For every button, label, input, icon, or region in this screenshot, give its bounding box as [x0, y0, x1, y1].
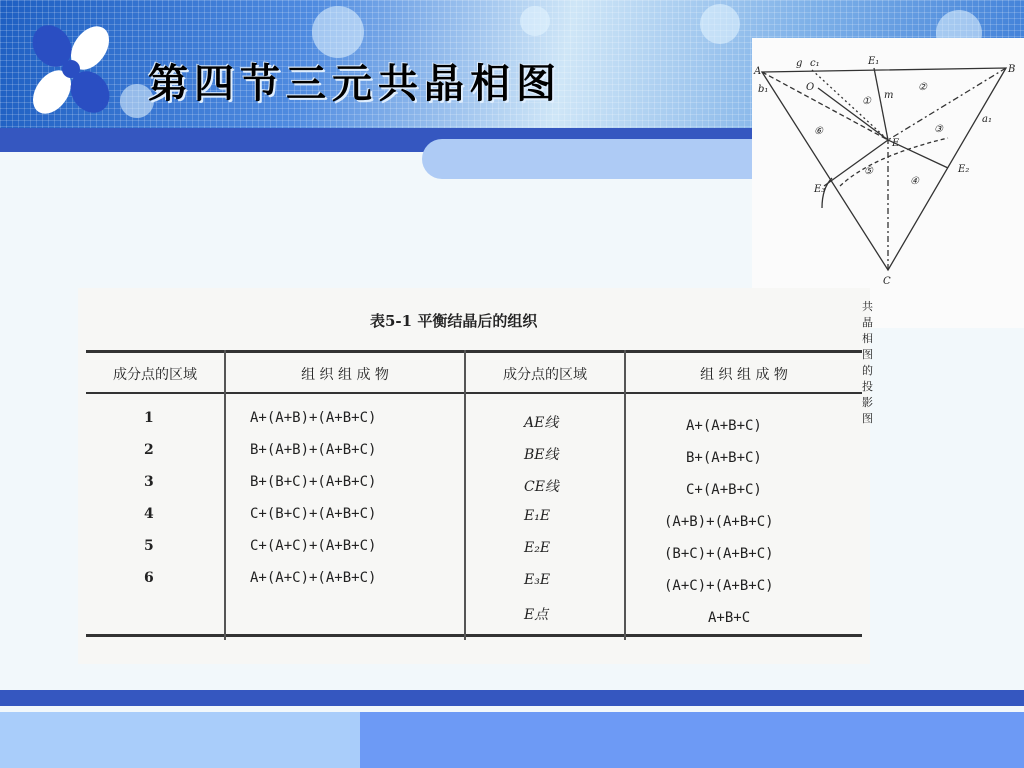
table-cell: BE线: [524, 447, 559, 463]
table-bottom-rule: [86, 634, 862, 637]
svg-text:④: ④: [910, 176, 919, 187]
table-cell: A+B+C: [708, 610, 751, 626]
svg-text:②: ②: [918, 82, 927, 93]
slide-title: 第四节三元共晶相图: [148, 60, 562, 107]
svg-text:③: ③: [934, 124, 943, 135]
svg-text:①: ①: [862, 96, 871, 107]
table-cell: A+(A+B)+(A+B+C): [250, 410, 377, 426]
table-header-rule: [86, 392, 862, 394]
table-cell: C+(A+C)+(A+B+C): [250, 538, 377, 554]
svg-text:B: B: [1008, 64, 1016, 75]
footer-bar: [0, 690, 1024, 706]
diagram-labels: [753, 56, 1015, 287]
decor-bubble: [312, 6, 364, 58]
header-region-2: 成分点的区域: [503, 367, 587, 383]
svg-text:g: g: [796, 58, 803, 69]
table-divider: [224, 350, 226, 640]
table-cell: 3: [144, 474, 154, 490]
table-cell: A+(A+C)+(A+B+C): [250, 570, 377, 586]
svg-text:A: A: [754, 66, 762, 77]
table-cell: CE线: [524, 479, 559, 495]
table-divider: [464, 350, 466, 640]
table-cell: AE线: [524, 415, 559, 431]
table-cell: E₂E: [524, 540, 551, 556]
table-cell: (A+C)+(A+B+C): [664, 578, 774, 594]
table-cell: E点: [524, 607, 549, 623]
decor-bubble: [520, 6, 550, 36]
header-structure-1: 组 织 组 成 物: [301, 367, 389, 383]
phase-diagram-image: [752, 38, 1024, 328]
footer-block-left: [0, 712, 360, 768]
table-cell: 5: [144, 538, 154, 554]
table-divider: [624, 350, 626, 640]
svg-text:E: E: [892, 138, 900, 149]
svg-text:C: C: [883, 276, 891, 287]
header-region-1: 成分点的区域: [113, 367, 197, 383]
logo-icon: [28, 18, 112, 118]
svg-text:a₁: a₁: [982, 114, 992, 125]
table-cell: E₃E: [524, 572, 551, 588]
table-cell: C+(A+B+C): [686, 482, 762, 498]
table-cell: 1: [144, 410, 154, 426]
table-cell: (A+B)+(A+B+C): [664, 514, 774, 530]
table-cell: C+(B+C)+(A+B+C): [250, 506, 377, 522]
svg-text:E₁: E₁: [868, 56, 880, 67]
table-cell: B+(A+B+C): [686, 450, 762, 466]
svg-text:E₃: E₃: [814, 184, 826, 195]
table-top-rule: [86, 350, 862, 353]
svg-text:b₁: b₁: [758, 84, 769, 95]
svg-text:E₂: E₂: [958, 164, 970, 175]
table-cell: 6: [144, 570, 154, 586]
footer-block-right: [360, 712, 1024, 768]
svg-text:O: O: [806, 82, 815, 93]
svg-text:m: m: [884, 90, 894, 101]
diagram-caption: 共晶相图的投影图: [862, 300, 873, 425]
table-title: 表5-1 平衡结晶后的组织: [370, 312, 538, 330]
svg-text:⑤: ⑤: [864, 166, 873, 177]
table-cell: A+(A+B+C): [686, 418, 762, 434]
svg-text:c₁: c₁: [810, 58, 820, 69]
table-cell: 4: [144, 506, 154, 522]
table-cell: B+(B+C)+(A+B+C): [250, 474, 377, 490]
table-cell: 2: [144, 442, 154, 458]
header-structure-2: 组 织 组 成 物: [700, 367, 788, 383]
svg-text:⑥: ⑥: [814, 126, 823, 137]
table-cell: B+(A+B)+(A+B+C): [250, 442, 377, 458]
table-cell: (B+C)+(A+B+C): [664, 546, 774, 562]
table-cell: E₁E: [524, 508, 551, 524]
decor-bubble: [700, 4, 740, 44]
ternary-projection-diagram: [752, 38, 1024, 328]
table-scan-image: [78, 288, 873, 664]
